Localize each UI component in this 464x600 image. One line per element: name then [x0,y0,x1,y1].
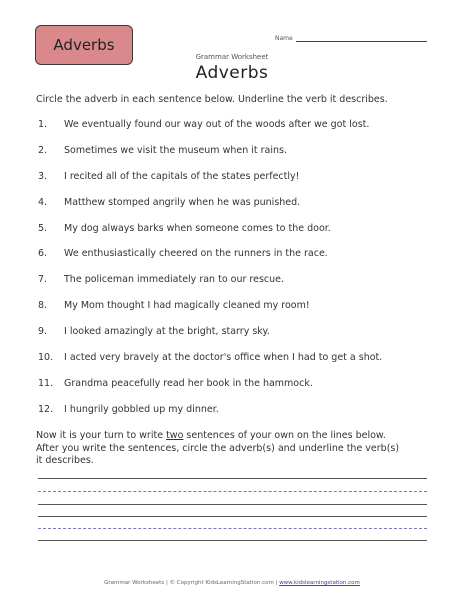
sentence-number: 10. [38,352,54,364]
worksheet-topic-badge: Adverbs [35,25,133,65]
sentence-text: My Mom thought I had magically cleaned my room! [64,300,310,312]
sentence-text: I recited all of the capitals of the states perfectly! [64,170,300,182]
worksheet-subtitle: Grammar Worksheet [195,53,269,61]
writing-line-solid[interactable] [38,540,427,541]
sentence-item [38,144,438,170]
sentence-text: We eventually found our way out of the woods after we got lost. [64,119,370,130]
sentence-item [38,351,438,377]
sentence-item [38,273,438,299]
sentence-item [38,377,438,403]
writing-line-solid[interactable] [38,504,427,505]
sentence-item [38,299,438,325]
writing-prompt [36,430,436,468]
sentence-number: 7. [38,274,48,286]
sentence-item [38,222,438,248]
writing-line-solid[interactable] [38,478,427,479]
writing-line-solid[interactable] [38,516,427,517]
prompt-line-2: After you write the sentences, circle the adverb(s) and underline the verb(s) [36,442,400,454]
footer-link[interactable]: www.kidslearningstation.com [279,580,360,586]
sentence-item [38,247,438,273]
name-label: Name [275,35,293,42]
sentence-item [38,118,438,144]
sentence-number: 11. [38,377,54,389]
name-field[interactable] [275,30,427,42]
sentence-text: I hungrily gobbled up my dinner. [64,403,219,415]
name-write-line[interactable] [296,41,427,42]
sentence-number: 8. [38,300,48,312]
writing-line-dashed [38,528,427,529]
sentence-text: Sometimes we visit the museum when it rains. [64,144,287,156]
instructions: Circle the adverb in each sentence below. Underline the verb it describes. [36,94,388,105]
writing-line-dashed [38,491,427,492]
sentence-number: 4. [38,196,48,208]
sentence-text: We enthusiastically cheered on the runners in the race. [64,248,328,260]
sentence-text: I looked amazingly at the bright, starry sky. [64,326,270,338]
sentence-number: 3. [38,170,48,182]
sentence-text: Grandma peacefully read her book in the hammock. [64,377,313,389]
prompt-line-3: it describes. [36,455,94,466]
prompt-line-1 [36,430,436,443]
sentence-number: 12. [38,403,54,415]
footer [0,580,464,586]
prompt-text: sentences of your own on the lines below. [183,430,386,441]
sentence-number: 9. [38,326,48,338]
sentence-number: 1. [38,119,48,130]
sentence-item [38,403,438,429]
sentence-text: I acted very bravely at the doctor's office when I had to get a shot. [64,352,383,364]
footer-text: Grammar Worksheets | © Copyright KidsLearningStation.com | [104,580,280,586]
prompt-text: Now it is your turn to write [36,430,167,441]
sentence-list [38,118,438,429]
sentence-item [38,196,438,222]
sentence-text: Matthew stomped angrily when he was punished. [64,196,301,208]
sentence-number: 5. [38,222,48,234]
sentence-number: 6. [38,248,48,260]
sentence-text: The policeman immediately ran to our rescue. [64,274,285,286]
worksheet-title: Adverbs [195,63,269,83]
sentence-number: 2. [38,144,48,156]
sentence-item [38,325,438,351]
sentence-item [38,170,438,196]
prompt-emphasis: two [166,430,184,441]
sentence-text: My dog always barks when someone comes to the door. [64,222,331,234]
